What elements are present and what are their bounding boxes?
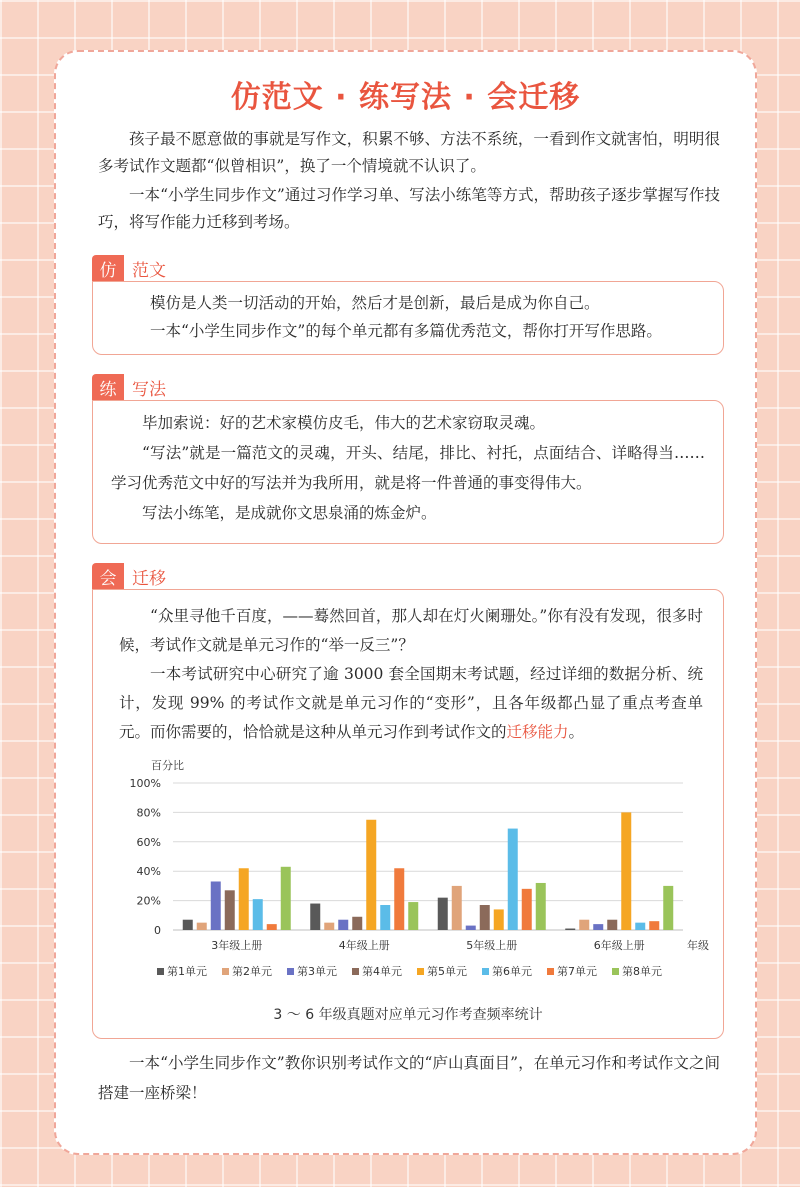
section-lian-badge: 练 [92,374,124,400]
legend-swatch [287,968,294,975]
section-lian-paragraph-2: “写法”就是一篇范文的灵魂，开头、结尾，排比、衬托，点面结合、详略得当……学习优秀范文中好的写法并为我所用，就是将一件普通的事变得伟大。 [111,444,705,492]
x-axis-label: 年级 [687,939,709,952]
bar [366,820,376,930]
bar [197,923,207,930]
bar [338,920,348,930]
y-tick-label: 20% [136,894,161,908]
bar [593,924,603,930]
legend-label: 第8单元 [622,965,662,978]
bar [452,886,462,930]
legend-label: 第4单元 [362,965,402,978]
bar [466,926,476,930]
y-tick-label: 80% [136,806,161,820]
legend-swatch [157,968,164,975]
section-hui-label [92,563,166,589]
section-lian-title: 写法 [132,379,166,400]
bar [494,909,504,930]
bar [508,829,518,930]
bar [565,929,575,930]
section-hui-title: 迁移 [132,568,166,589]
y-tick-label: 0 [154,924,161,937]
legend-swatch [547,968,554,975]
legend-label: 第2单元 [232,965,272,978]
bar [211,881,221,930]
legend-swatch [482,968,489,975]
bar [480,905,490,930]
legend-label: 第1单元 [167,965,207,978]
bar [394,868,404,930]
outro-paragraph: 一本“小学生同步作文”教你识别考试作文的“庐山真面目”，在单元习作和考试作文之间搭建一座桥梁！ [98,1054,720,1102]
bar [267,924,277,930]
page-title: 仿范文 · 练写法 · 会迁移 [230,80,581,115]
legend-label: 第5单元 [427,965,467,978]
bar [281,867,291,930]
section-fang-badge: 仿 [92,255,124,281]
bar [408,902,418,930]
section-hui-paragraph-2 [119,660,703,747]
bar [380,905,390,930]
section-fang-label [92,255,166,281]
section-hui-paragraph-2-tail: 。 [568,723,585,741]
bar [239,868,249,930]
y-tick-label: 100% [129,777,161,790]
y-tick-label: 60% [136,835,161,849]
bar [536,883,546,930]
section-hui-paragraph-1: “众里寻他千百度，——蓦然回首，那人却在灯火阑珊处。”你有没有发现，很多时候，考试作文就是单元习作的“举一反三”？ [119,607,703,654]
legend-label: 第6单元 [492,965,532,978]
y-tick-label: 40% [136,865,161,879]
bar [522,889,532,930]
bar [607,920,617,930]
section-fang-paragraph-2: 一本“小学生同步作文”的每个单元都有多篇优秀范文，帮你打开写作思路。 [150,322,662,340]
bar [635,923,645,930]
section-fang-title: 范文 [132,260,166,281]
legend-swatch [222,968,229,975]
bar [253,899,263,930]
legend-swatch [352,968,359,975]
bar [310,904,320,930]
bar [438,898,448,930]
y-axis-label: 百分比 [151,759,184,772]
legend-label: 第3单元 [297,965,337,978]
intro-paragraph-2: 一本“小学生同步作文”通过习作学习单、写法小练笔等方式，帮助孩子逐步掌握写作技巧，将写作能力迁移到考场。 [98,186,720,231]
section-hui-badge: 会 [92,563,124,589]
bar [352,917,362,930]
section-lian-box [92,400,724,544]
section-lian-label [92,374,166,400]
bar [649,921,659,930]
bar [663,886,673,930]
section-hui-box [92,589,724,1039]
bar [579,920,589,930]
legend-swatch [612,968,619,975]
section-fang-paragraph-1: 模仿是人类一切活动的开始，然后才是创新，最后是成为你自己。 [150,294,600,312]
section-lian-paragraph-3: 写法小练笔，是成就你文思泉涌的炼金炉。 [142,504,437,522]
bar [225,890,235,930]
legend-swatch [417,968,424,975]
bar-chart [93,755,723,995]
bar [183,920,193,930]
bar [621,812,631,930]
section-lian-paragraph-1: 毕加索说：好的艺术家模仿皮毛，伟大的艺术家窃取灵魂。 [142,414,546,432]
section-hui-paragraph-2-text: 一本考试研究中心研究了逾 3000 套全国期末考试题，经过详细的数据分析、统计，发现 99% 的考试作文就是单元习作的“变形”，且各年级都凸显了重点考查单元。而你需要的，恰恰就是这种从单元习作到考试作文的 [119,665,703,741]
legend-label: 第7单元 [557,965,597,978]
x-tick-label: 5年级上册 [466,939,518,952]
x-tick-label: 6年级上册 [593,939,645,952]
content-card [54,50,757,1155]
x-tick-label: 3年级上册 [211,939,263,952]
highlight-qianyi-nengli: 迁移能力 [506,723,569,741]
intro-paragraph-1: 孩子最不愿意做的事就是写作文，积累不够、方法不系统，一看到作文就害怕，明明很多考试作文题都“似曾相识”，换了一个情境就不认识了。 [98,130,720,175]
section-fang-box [92,281,724,355]
x-tick-label: 4年级上册 [338,939,390,952]
chart-title: 3 ～ 6 年级真题对应单元习作考查频率统计 [273,1007,543,1023]
bar [324,923,334,930]
